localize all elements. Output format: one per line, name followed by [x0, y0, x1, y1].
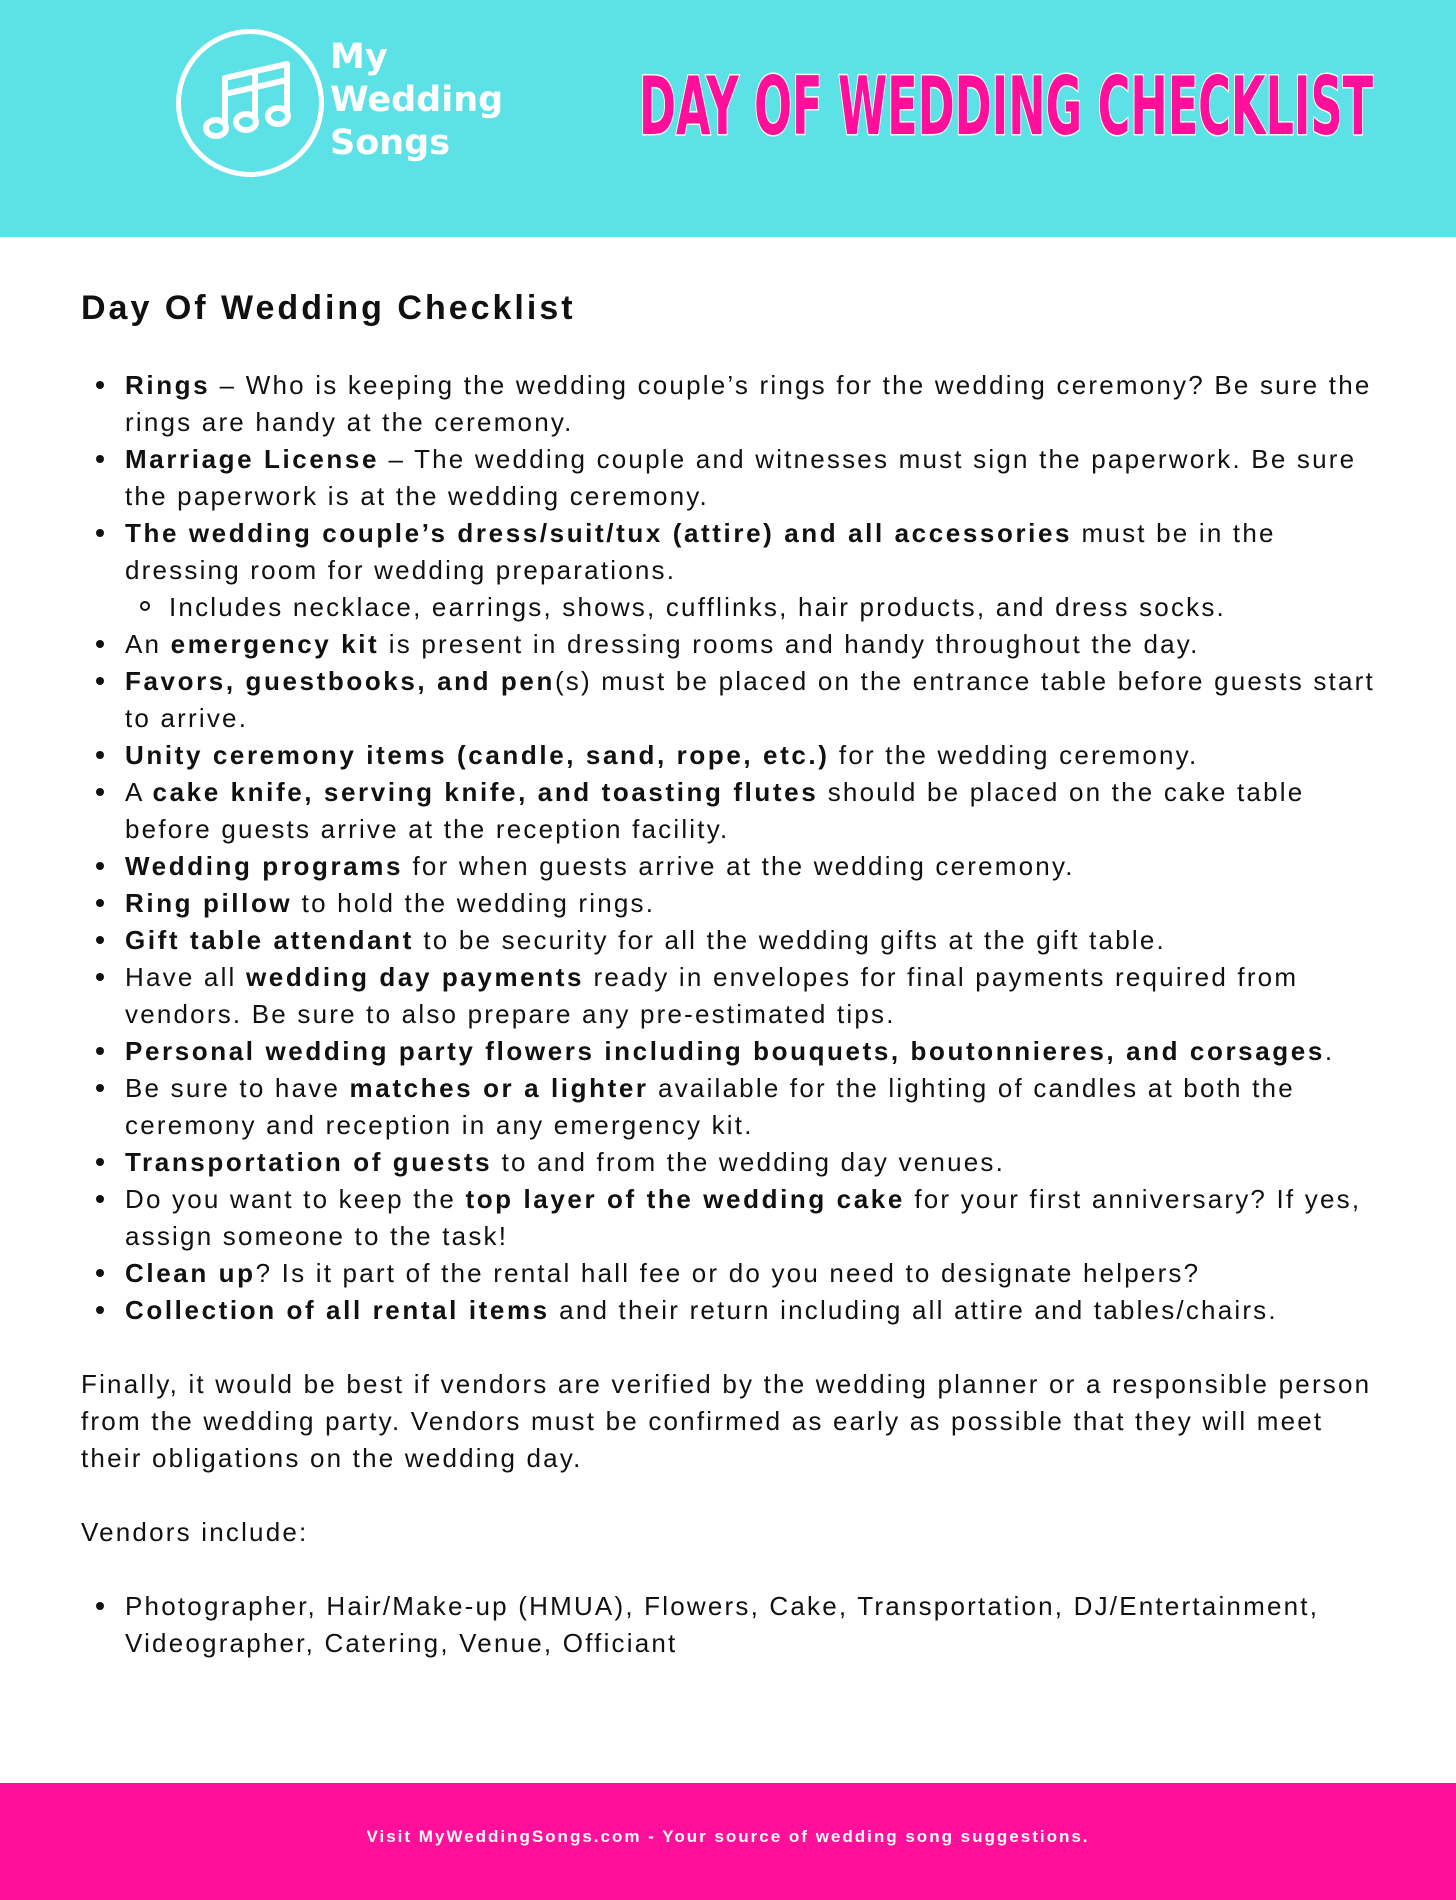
banner-title	[636, 56, 1376, 156]
brand-logo-text	[330, 36, 503, 165]
list-item: Wedding programs for when guests arrive at the wedding ceremony.	[125, 848, 1391, 885]
vendors-list	[81, 1588, 1391, 1662]
list-item: The wedding couple’s dress/suit/tux (attire) and all accessories must be in the dressing room for wedding preparations. Includes necklace, earrings, shows, cufflinks, hair products, and dress socks.	[125, 515, 1391, 626]
banner-title-text: DAY OF WEDDING CHECKLIST	[639, 60, 1374, 153]
page-title: Day Of Wedding Checklist	[81, 289, 576, 327]
list-item: Do you want to keep the top layer of the wedding cake for your first anniversary? If yes, assign someone to the task!	[125, 1181, 1391, 1255]
list-item: Collection of all rental items and their return including all attire and tables/chairs.	[125, 1292, 1391, 1329]
logo-line: Wedding	[330, 80, 504, 120]
list-item: Clean up? Is it part of the rental hall fee or do you need to designate helpers?	[125, 1255, 1391, 1292]
header-banner	[0, 0, 1456, 237]
list-item: Have all wedding day payments ready in envelopes for final payments required from vendors. Be sure to also prepare any pre-estimated tips.	[125, 959, 1391, 1033]
footer-text: Visit MyWeddingSongs.com - Your source of wedding song suggestions.	[366, 1827, 1090, 1846]
footer-banner	[0, 1783, 1456, 1900]
logo-line: Songs	[330, 123, 451, 163]
list-item: Personal wedding party flowers including bouquets, boutonnieres, and corsages.	[125, 1033, 1391, 1070]
list-item: Be sure to have matches or a lighter available for the lighting of candles at both the ceremony and reception in any emergency kit.	[125, 1070, 1391, 1144]
checklist	[81, 367, 1391, 1329]
list-item: Favors, guestbooks, and pen(s) must be placed on the entrance table before guests start to arrive.	[125, 663, 1391, 737]
vendors-intro: Vendors include:	[81, 1517, 309, 1547]
logo-line: My	[330, 37, 388, 77]
document-body	[81, 286, 1391, 1662]
music-notes-icon	[176, 29, 324, 177]
list-item: Unity ceremony items (candle, sand, rope, etc.) for the wedding ceremony.	[125, 737, 1391, 774]
list-item: Photographer, Hair/Make-up (HMUA), Flowers, Cake, Transportation, DJ/Entertainment, Videographer, Catering, Venue, Officiant	[125, 1588, 1391, 1662]
list-item: Transportation of guests to and from the wedding day venues.	[125, 1144, 1391, 1181]
list-item: Gift table attendant to be security for all the wedding gifts at the gift table.	[125, 922, 1391, 959]
list-item: Marriage License – The wedding couple and witnesses must sign the paperwork. Be sure the paperwork is at the wedding ceremony.	[125, 441, 1391, 515]
list-item: Rings – Who is keeping the wedding couple’s rings for the wedding ceremony? Be sure the rings are handy at the ceremony.	[125, 367, 1391, 441]
vendor-paragraph: Finally, it would be best if vendors are verified by the wedding planner or a responsible person from the wedding party. Vendors must be confirmed as early as possible that they will meet their obligations on the wedding day.	[81, 1369, 1372, 1473]
sub-list-item: Includes necklace, earrings, shows, cufflinks, hair products, and dress socks.	[169, 589, 1391, 626]
sub-list	[125, 589, 1391, 626]
list-item: Ring pillow to hold the wedding rings.	[125, 885, 1391, 922]
list-item: An emergency kit is present in dressing rooms and handy throughout the day.	[125, 626, 1391, 663]
list-item: A cake knife, serving knife, and toasting flutes should be placed on the cake table before guests arrive at the reception facility.	[125, 774, 1391, 848]
